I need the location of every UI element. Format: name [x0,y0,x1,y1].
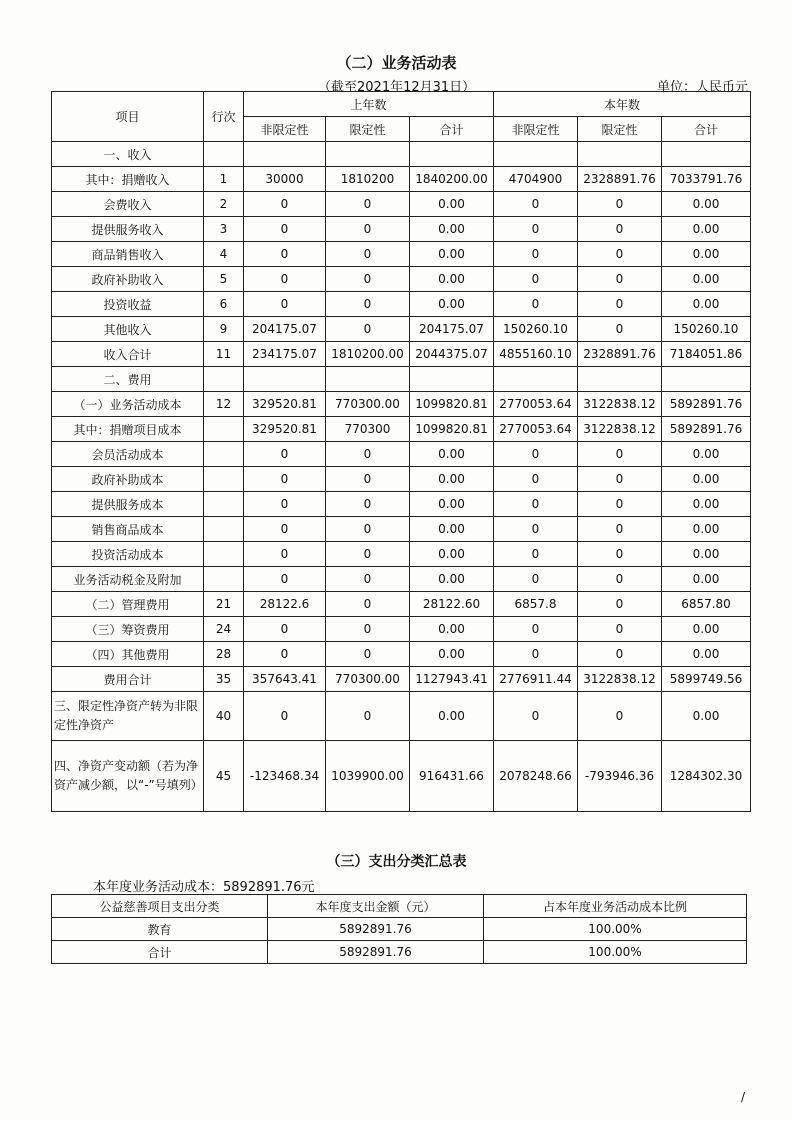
row-value-cell: 0 [578,642,662,667]
row-line-number: 4 [204,242,244,267]
row-value-cell [662,367,751,392]
row-value-cell: 0 [326,292,410,317]
expense-cell: 教育 [52,918,268,941]
row-value-cell: 204175.07 [410,317,494,342]
row-value-cell [410,142,494,167]
row-item-label: 费用合计 [52,667,204,692]
row-value-cell: 0 [326,592,410,617]
row-value-cell: 204175.07 [244,317,326,342]
header-prev-year: 上年数 [244,92,494,117]
row-value-cell: 0 [244,617,326,642]
row-value-cell: 0 [494,492,578,517]
row-value-cell: 0 [494,292,578,317]
row-value-cell: 150260.10 [494,317,578,342]
row-value-cell: 0.00 [410,567,494,592]
row-value-cell: 0 [326,217,410,242]
row-value-cell: 1810200 [326,167,410,192]
row-line-number: 1 [204,167,244,192]
table-row [52,342,751,367]
row-value-cell: 0 [578,517,662,542]
row-item-label: 其他收入 [52,317,204,342]
expense-cell: 100.00% [484,918,747,941]
row-value-cell: 0.00 [662,517,751,542]
row-value-cell: 0.00 [662,442,751,467]
table-row [52,192,751,217]
row-value-cell: 1840200.00 [410,167,494,192]
row-line-number: 6 [204,292,244,317]
expense-header-ratio: 占本年度业务活动成本比例 [484,895,747,918]
header-prev-unrestricted: 非限定性 [244,117,326,142]
row-value-cell: 0.00 [662,267,751,292]
row-value-cell: 0 [578,192,662,217]
row-value-cell: 1099820.81 [410,392,494,417]
row-item-label: 销售商品成本 [52,517,204,542]
row-value-cell [494,367,578,392]
row-value-cell: 0 [244,692,326,741]
row-value-cell: 0 [244,267,326,292]
row-item-label: 收入合计 [52,342,204,367]
row-value-cell: 0.00 [410,492,494,517]
row-value-cell [410,367,494,392]
table-row [52,392,751,417]
row-value-cell: 0.00 [662,492,751,517]
table-row [52,517,751,542]
row-line-number [204,467,244,492]
row-value-cell: 0 [494,217,578,242]
table-row [52,242,751,267]
row-value-cell: 0 [494,242,578,267]
row-value-cell: 2328891.76 [578,167,662,192]
row-value-cell: 0 [578,442,662,467]
row-value-cell: 150260.10 [662,317,751,342]
row-value-cell [494,142,578,167]
row-item-label: 提供服务成本 [52,492,204,517]
row-value-cell: 770300.00 [326,667,410,692]
row-line-number [204,442,244,467]
table-row [52,267,751,292]
row-value-cell: 0 [578,267,662,292]
row-item-label: 二、费用 [52,367,204,392]
header-curr-unrestricted: 非限定性 [494,117,578,142]
row-value-cell: 5892891.76 [662,392,751,417]
row-value-cell: 0 [494,517,578,542]
row-item-label: 会员活动成本 [52,442,204,467]
row-value-cell: 0 [494,467,578,492]
row-value-cell: 0 [326,567,410,592]
row-line-number: 45 [204,741,244,812]
row-value-cell: 6857.8 [494,592,578,617]
row-value-cell: 0.00 [662,192,751,217]
row-value-cell: 7184051.86 [662,342,751,367]
table-row [52,167,751,192]
row-item-label: 投资活动成本 [52,542,204,567]
row-value-cell: 0.00 [662,467,751,492]
row-item-label: （一）业务活动成本 [52,392,204,417]
row-value-cell: 0 [578,567,662,592]
row-value-cell: 5899749.56 [662,667,751,692]
row-value-cell: 3122838.12 [578,392,662,417]
row-value-cell: 2770053.64 [494,417,578,442]
table-row [52,292,751,317]
row-value-cell: 0 [578,317,662,342]
row-value-cell: 0 [578,592,662,617]
row-value-cell: 0 [244,292,326,317]
row-value-cell: 0 [244,217,326,242]
row-value-cell: 0 [578,617,662,642]
row-value-cell: 0 [578,492,662,517]
row-value-cell: 0.00 [662,242,751,267]
row-value-cell: 2078248.66 [494,741,578,812]
row-value-cell: 7033791.76 [662,167,751,192]
row-value-cell: 28122.60 [410,592,494,617]
row-value-cell: 0 [244,642,326,667]
row-item-label: 三、限定性净资产转为非限定性净资产 [52,692,204,741]
row-value-cell: 0.00 [410,442,494,467]
row-value-cell: 0.00 [410,517,494,542]
row-item-label: （三）筹资费用 [52,617,204,642]
row-value-cell [326,367,410,392]
table-row [52,217,751,242]
row-item-label: 提供服务收入 [52,217,204,242]
table-row [52,667,751,692]
row-value-cell: 0.00 [662,292,751,317]
row-line-number: 12 [204,392,244,417]
row-line-number: 2 [204,192,244,217]
activity-title: （二）业务活动表 [336,54,457,72]
row-value-cell: 3122838.12 [578,667,662,692]
table-row [52,567,751,592]
row-value-cell: 0.00 [662,217,751,242]
table-row [52,592,751,617]
row-line-number: 40 [204,692,244,741]
row-value-cell: 0 [494,442,578,467]
row-value-cell: 1284302.30 [662,741,751,812]
row-value-cell: 0 [578,467,662,492]
row-line-number: 3 [204,217,244,242]
row-value-cell: 0 [494,267,578,292]
row-value-cell: 28122.6 [244,592,326,617]
row-value-cell: 0.00 [410,467,494,492]
header-curr-year: 本年数 [494,92,751,117]
page-mark: / [741,1090,746,1104]
expense-title: （三）支出分类汇总表 [326,854,467,870]
row-value-cell: 0.00 [662,617,751,642]
row-value-cell: 0.00 [662,692,751,741]
row-value-cell [578,367,662,392]
row-value-cell: 0 [494,692,578,741]
row-value-cell: 0 [326,492,410,517]
row-value-cell: 0 [494,617,578,642]
row-line-number [204,542,244,567]
row-value-cell: 0.00 [410,642,494,667]
row-value-cell: 0 [244,567,326,592]
row-line-number [204,417,244,442]
row-value-cell [662,142,751,167]
row-line-number: 21 [204,592,244,617]
row-line-number: 9 [204,317,244,342]
row-item-label: 商品销售收入 [52,242,204,267]
row-item-label: 其中：捐赠项目成本 [52,417,204,442]
row-value-cell: 30000 [244,167,326,192]
row-value-cell: 0 [326,692,410,741]
table-row [52,741,751,812]
activity-table [51,91,751,812]
row-value-cell: 0 [578,242,662,267]
row-value-cell [244,367,326,392]
row-value-cell: 1810200.00 [326,342,410,367]
table-row [52,142,751,167]
table-row [52,918,747,941]
table-row [52,467,751,492]
row-value-cell [244,142,326,167]
row-item-label: 会费收入 [52,192,204,217]
row-value-cell: 0.00 [662,542,751,567]
row-item-label: 政府补助收入 [52,267,204,292]
row-value-cell: 0.00 [662,642,751,667]
row-value-cell: 916431.66 [410,741,494,812]
expense-header-category: 公益慈善项目支出分类 [52,895,268,918]
row-value-cell [578,142,662,167]
row-value-cell: 0 [578,217,662,242]
row-line-number [204,492,244,517]
row-value-cell: 770300.00 [326,392,410,417]
row-item-label: （四）其他费用 [52,642,204,667]
header-item: 项目 [52,92,204,142]
row-value-cell: 0 [326,642,410,667]
row-value-cell: 2328891.76 [578,342,662,367]
table-row [52,692,751,741]
row-value-cell: 0 [326,267,410,292]
row-line-number: 35 [204,667,244,692]
row-item-label: 四、净资产变动额（若为净资产减少额，以“-”号填列） [52,741,204,812]
row-value-cell: 4704900 [494,167,578,192]
row-value-cell: 1099820.81 [410,417,494,442]
row-value-cell: 0 [494,192,578,217]
row-value-cell: 0 [326,617,410,642]
row-value-cell: 0 [326,442,410,467]
expense-cell: 5892891.76 [268,941,484,964]
row-value-cell: 357643.41 [244,667,326,692]
table-row [52,492,751,517]
row-value-cell: -123468.34 [244,741,326,812]
table-row [52,941,747,964]
row-value-cell: 1127943.41 [410,667,494,692]
row-value-cell: 329520.81 [244,417,326,442]
row-value-cell: 0.00 [410,617,494,642]
row-value-cell: 1039900.00 [326,741,410,812]
row-item-label: 投资收益 [52,292,204,317]
row-value-cell: 770300 [326,417,410,442]
table-row [52,642,751,667]
row-value-cell: 0 [244,492,326,517]
row-item-label: 一、收入 [52,142,204,167]
row-item-label: （二）管理费用 [52,592,204,617]
table-row [52,442,751,467]
row-line-number: 28 [204,642,244,667]
table-row [52,617,751,642]
row-value-cell: 0.00 [410,542,494,567]
header-curr-restricted: 限定性 [578,117,662,142]
row-value-cell: 0 [244,517,326,542]
row-value-cell: 0 [244,242,326,267]
row-value-cell: -793946.36 [578,741,662,812]
row-value-cell: 0.00 [662,567,751,592]
row-value-cell: 0 [494,642,578,667]
table-row [52,542,751,567]
row-value-cell: 0 [578,292,662,317]
row-item-label: 业务活动税金及附加 [52,567,204,592]
row-value-cell: 0.00 [410,692,494,741]
expense-cell: 100.00% [484,941,747,964]
row-value-cell: 234175.07 [244,342,326,367]
row-value-cell: 0 [244,192,326,217]
activity-period: （截至2021年12月31日） [318,80,476,95]
row-value-cell: 0.00 [410,292,494,317]
row-value-cell: 2776911.44 [494,667,578,692]
expense-cost-line: 本年度业务活动成本：5892891.76元 [93,880,315,895]
header-prev-total: 合计 [410,117,494,142]
row-line-number: 5 [204,267,244,292]
row-line-number [204,567,244,592]
header-line: 行次 [204,92,244,142]
row-value-cell: 0 [326,192,410,217]
row-value-cell: 0 [326,317,410,342]
row-value-cell: 0 [326,467,410,492]
row-line-number [204,517,244,542]
table-row [52,367,751,392]
row-value-cell: 0.00 [410,192,494,217]
row-value-cell: 0 [578,542,662,567]
row-value-cell: 4855160.10 [494,342,578,367]
row-value-cell: 0 [244,542,326,567]
table-row [52,317,751,342]
row-item-label: 政府补助成本 [52,467,204,492]
row-line-number [204,142,244,167]
row-value-cell: 0.00 [410,242,494,267]
row-value-cell: 2044375.07 [410,342,494,367]
row-value-cell: 329520.81 [244,392,326,417]
expense-cell: 合计 [52,941,268,964]
row-line-number: 24 [204,617,244,642]
row-value-cell: 0.00 [410,267,494,292]
row-value-cell: 0 [578,692,662,741]
header-curr-total: 合计 [662,117,751,142]
row-value-cell: 0 [494,567,578,592]
row-line-number [204,367,244,392]
row-value-cell: 5892891.76 [662,417,751,442]
row-value-cell: 0 [244,467,326,492]
row-value-cell: 0 [326,542,410,567]
expense-header-amount: 本年度支出金额（元） [268,895,484,918]
row-value-cell: 0 [494,542,578,567]
row-value-cell: 0 [326,517,410,542]
row-value-cell: 2770053.64 [494,392,578,417]
row-value-cell: 0 [244,442,326,467]
currency-unit: 单位：人民币元 [656,80,748,95]
row-value-cell: 0.00 [410,217,494,242]
row-line-number: 11 [204,342,244,367]
row-value-cell: 6857.80 [662,592,751,617]
row-value-cell: 3122838.12 [578,417,662,442]
expense-cell: 5892891.76 [268,918,484,941]
header-prev-restricted: 限定性 [326,117,410,142]
table-row [52,417,751,442]
row-value-cell [326,142,410,167]
row-value-cell: 0 [326,242,410,267]
row-item-label: 其中：捐赠收入 [52,167,204,192]
expense-table [51,894,747,964]
